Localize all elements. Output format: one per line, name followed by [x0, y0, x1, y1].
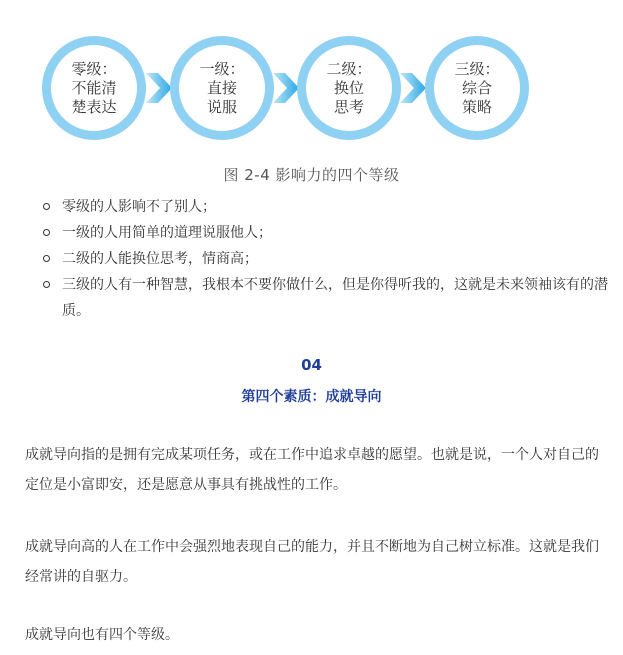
- list-item: [40, 272, 610, 324]
- level-three-text: [442, 60, 512, 117]
- chevron-right-icon: [273, 73, 299, 103]
- level-zero-text: [59, 60, 129, 117]
- chevron-right-icon: [400, 73, 426, 103]
- level-three-circle: [425, 36, 529, 140]
- section-number: 04: [301, 356, 322, 374]
- list-item: [40, 194, 610, 220]
- list-item-text: 三级的人有一种智慧，我根本不要你做什么，但是你得听我的，这就是未来领袖该有的潜质。: [62, 277, 608, 319]
- level-two-circle: [297, 36, 401, 140]
- list-item: [40, 220, 610, 246]
- level-zero-label: 零级：: [71, 59, 117, 78]
- level-zero-desc-line2: 楚表达: [71, 97, 117, 116]
- bullet-circle-icon: [43, 203, 50, 210]
- figure-caption: 图 2-4 影响力的四个等级: [223, 166, 400, 184]
- level-three-desc-line1: 综合: [461, 78, 492, 97]
- paragraph: 成就导向高的人在工作中会强烈地表现自己的能力，并且不断地为自己树立标准。这就是我们经常讲的自驱力。: [25, 539, 599, 585]
- bullet-circle-icon: [43, 229, 50, 236]
- list-item: [40, 246, 610, 272]
- level-zero-desc-line1: 不能清: [71, 78, 117, 97]
- level-two-desc-line2: 思考: [333, 97, 364, 116]
- section-title: 第四个素质：成就导向: [241, 389, 382, 405]
- influence-levels-diagram: [0, 0, 623, 150]
- level-one-circle: [170, 36, 274, 140]
- levels-bullet-list: [40, 194, 610, 324]
- level-two-text: [314, 60, 384, 117]
- level-two-desc-line1: 换位: [333, 78, 364, 97]
- level-three-desc-line2: 策略: [461, 97, 492, 116]
- level-one-desc-line1: 直接: [206, 78, 237, 97]
- list-item-text: 一级的人用简单的道理说服他人；: [62, 225, 272, 241]
- level-zero-circle: [42, 36, 146, 140]
- list-item-text: 二级的人能换位思考，情商高；: [62, 251, 258, 267]
- bullet-circle-icon: [43, 281, 50, 288]
- level-one-desc-line2: 说服: [206, 97, 237, 116]
- level-one-text: [187, 60, 257, 117]
- level-three-label: 三级：: [454, 59, 500, 78]
- paragraph: 成就导向也有四个等级。: [25, 627, 179, 643]
- bullet-circle-icon: [43, 255, 50, 262]
- level-two-label: 二级：: [326, 59, 372, 78]
- level-one-label: 一级：: [199, 59, 245, 78]
- list-item-text: 零级的人影响不了别人；: [62, 199, 216, 215]
- paragraph: 成就导向指的是拥有完成某项任务，或在工作中追求卓越的愿望。也就是说，一个人对自己的定位是小富即安，还是愿意从事具有挑战性的工作。: [25, 447, 599, 493]
- chevron-right-icon: [146, 73, 172, 103]
